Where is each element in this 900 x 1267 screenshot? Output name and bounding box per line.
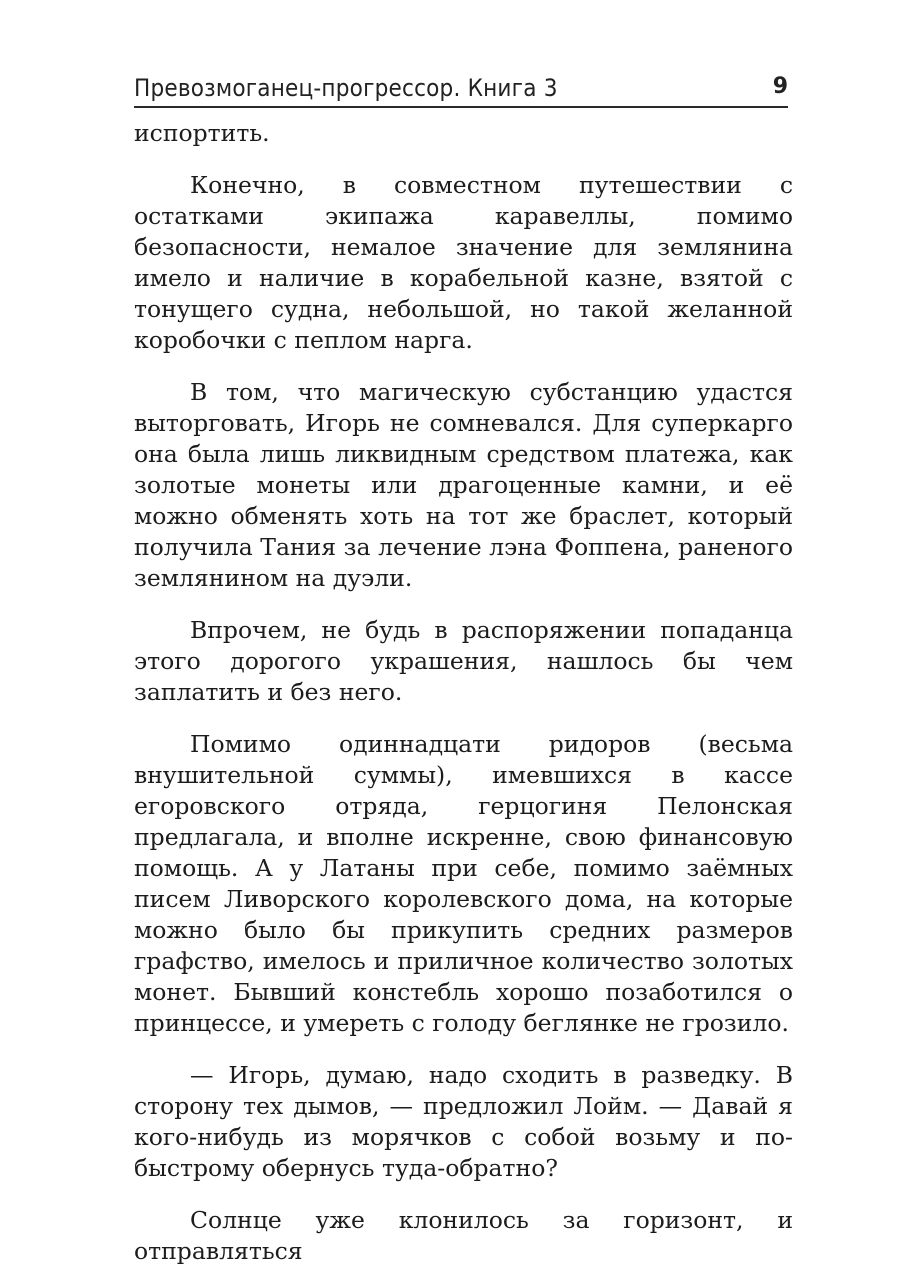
running-header (134, 72, 788, 108)
paragraph-continued: испортить. (134, 119, 270, 147)
paragraph-last: Солнце уже клонилось за горизонт, и отправляться (134, 1206, 793, 1265)
paragraph: В том, что магическую субстанцию удастся выторговать, Игорь не сомневался. Для суперкарго она была лишь ликвидным средством платежа, как золотые монеты или драгоценные камни, и её можно обменять хоть на тот же браслет, который получила Тания за лечение лэна Фоппена, раненого землянином на дуэли. (134, 378, 793, 592)
paragraph: Конечно, в совместном путешествии с остатками экипажа каравеллы, помимо безопасности, немалое значение для землянина имело и наличие в корабельной казне, взятой с тонущего судна, небольшой, но такой желанной коробочки с пеплом нарга. (134, 171, 793, 354)
paragraph: Помимо одиннадцати ридоров (весьма внушительной суммы), имевшихся в кассе егоровского отряда, герцогиня Пелонская предлагала, и вполне искренне, свою финансовую помощь. А у Латаны при себе, помимо заёмных писем Ливорского королевского дома, на которые можно было бы прикупить средних размеров графство, имелось и приличное количество золотых монет. Бывший констебль хорошо позаботился о принцессе, и умереть с голоду беглянке не грозило. (134, 730, 793, 1037)
page-number: 9 (772, 74, 788, 99)
book-title: Превозмоганец-прогрессор. Книга 3 (134, 74, 558, 102)
paragraph: Впрочем, не будь в распоряжении попаданца этого дорогого украшения, нашлось бы чем заплатить и без него. (134, 616, 793, 706)
dialogue-paragraph: — Игорь, думаю, надо сходить в разведку. В сторону тех дымов, — предложил Лойм. — Давай я кого-нибудь из морячков с собой возьму и по-быстрому обернусь туда-обратно? (134, 1061, 793, 1182)
body-text (134, 118, 793, 1267)
